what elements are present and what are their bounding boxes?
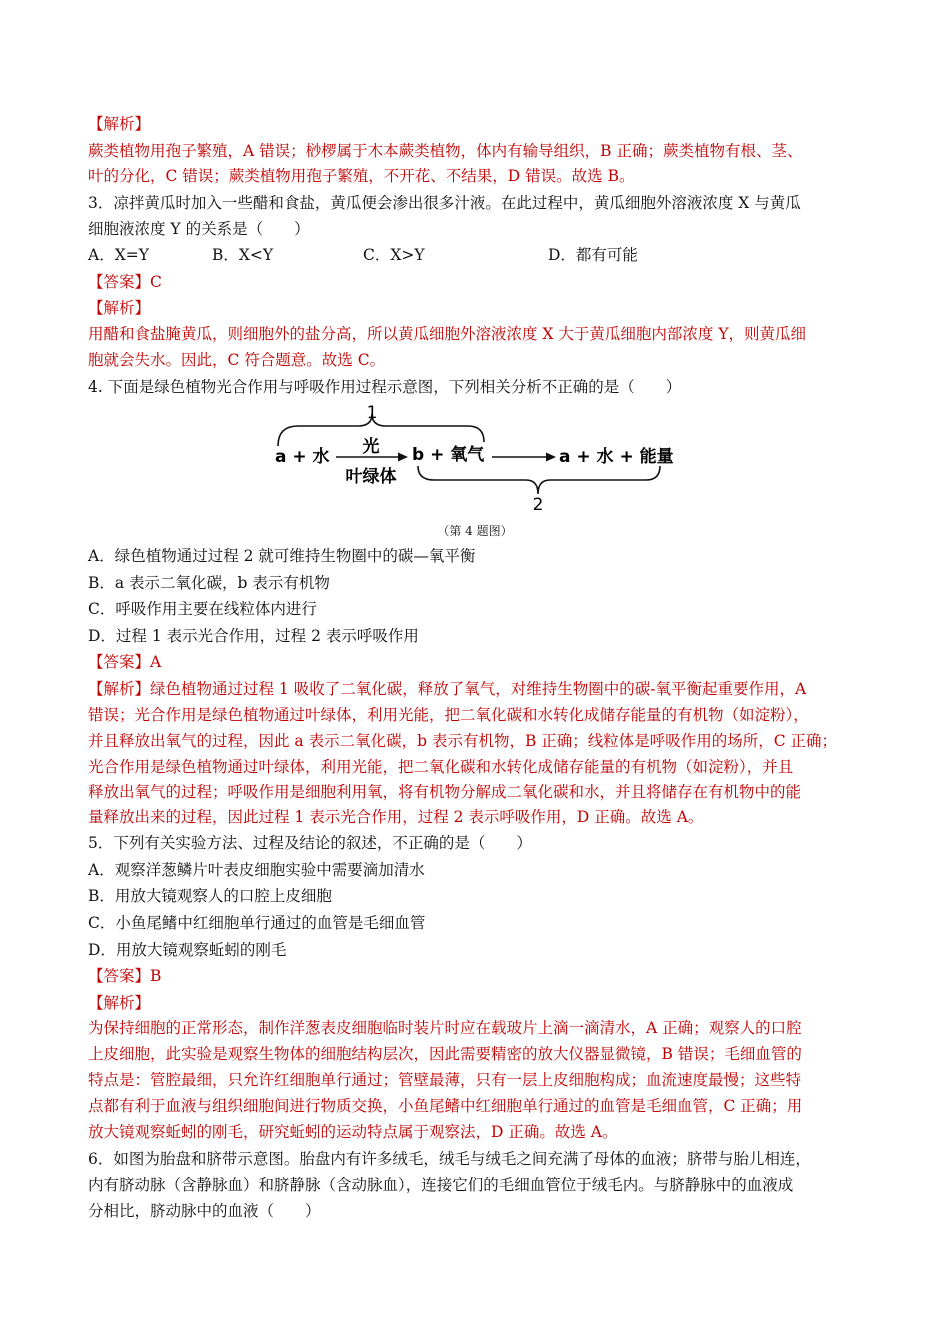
option-b: B．X<Y	[212, 246, 274, 264]
option-d: D．用放大镜观察蚯蚓的刚毛	[88, 941, 287, 959]
answer: 【答案】C	[88, 273, 162, 291]
option-a: A．X=Y	[88, 246, 149, 264]
question-stem: 细胞液浓度 Y 的关系是（ ）	[88, 220, 310, 238]
analysis-text: 蕨类植物用孢子繁殖，A 错误；桫椤属于木本蕨类植物，体内有输导组织，B 正确；蕨类植物有根、茎、	[88, 142, 803, 160]
analysis-text: 放大镜观察蚯蚓的刚毛，研究蚯蚓的运动特点属于观察法，D 正确。故选 A。	[88, 1123, 618, 1141]
question-stem: 3．凉拌黄瓜时加入一些醋和食盐，黄瓜便会渗出很多汁液。在此过程中，黄瓜细胞外溶液浓度 X 与黄瓜	[88, 194, 801, 212]
analysis-text: 点都有利于血液与组织细胞间进行物质交换，小鱼尾鳍中红细胞单行通过的血管是毛细血管，C 正确；用	[88, 1097, 803, 1115]
question-stem: 4. 下面是绿色植物光合作用与呼吸作用过程示意图，下列相关分析不正确的是（ ）	[88, 378, 682, 396]
option-c: C．X>Y	[363, 246, 425, 264]
analysis-text: 【解析】绿色植物通过过程 1 吸收了二氧化碳，释放了氧气，对维持生物圈中的碳-氧平衡起重要作用，A	[88, 680, 807, 698]
option-c: C．小鱼尾鳍中红细胞单行通过的血管是毛细血管	[88, 914, 426, 932]
question-stem: 内有脐动脉（含静脉血）和脐静脉（含动脉血），连接它们的毛细血管位于绒毛内。与脐静脉中的血液成	[88, 1176, 794, 1194]
label-process-1: 1	[366, 403, 378, 423]
question-stem: 5．下列有关实验方法、过程及结论的叙述，不正确的是（ ）	[88, 834, 532, 852]
option-c: C．呼吸作用主要在线粒体内进行	[88, 600, 317, 618]
answer: 【答案】B	[88, 967, 162, 985]
products-right: a + 水 + 能量	[559, 447, 674, 467]
option-a: A．绿色植物通过过程 2 就可维持生物圈中的碳—氧平衡	[88, 547, 476, 565]
analysis-text: 释放出氧气的过程；呼吸作用是细胞利用氧，将有机物分解成二氧化碳和水，并且将储存在有机物中的能	[88, 783, 802, 801]
answer: 【答案】A	[88, 653, 162, 671]
analysis-text: 量释放出来的过程，因此过程 1 表示光合作用，过程 2 表示呼吸作用，D 正确。故选 A。	[88, 808, 704, 826]
label-process-2: 2	[532, 495, 544, 514]
reactants-left: a + 水	[275, 447, 330, 467]
option-d: D．过程 1 表示光合作用，过程 2 表示呼吸作用	[88, 627, 419, 645]
analysis-label: 【解析】	[88, 299, 151, 317]
question-stem: 6．如图为胎盘和脐带示意图。胎盘内有许多绒毛，绒毛与绒毛之间充满了母体的血液；脐带与胎儿相连，	[88, 1150, 811, 1168]
option-b: B．用放大镜观察人的口腔上皮细胞	[88, 887, 332, 905]
analysis-text: 胞就会失水。因此，C 符合题意。故选 C。	[88, 351, 386, 369]
analysis-text: 叶的分化，C 错误；蕨类植物用孢子繁殖，不开花、不结果，D 错误。故选 B。	[88, 167, 635, 185]
analysis-text: 光合作用是绿色植物通过叶绿体，利用光能，把二氧化碳和水转化成储存能量的有机物（如淀粉），并且	[88, 758, 794, 776]
analysis-text: 错误；光合作用是绿色植物通过叶绿体，利用光能，把二氧化碳和水转化成储存能量的有机物（如淀粉），	[88, 706, 809, 724]
arrow-head-icon	[546, 453, 556, 462]
condition-light: 光	[362, 437, 380, 457]
analysis-text: 上皮细胞，此实验是观察生物体的细胞结构层次，因此需要精密的放大仪器显微镜，B 错误；毛细血管的	[88, 1045, 802, 1063]
process-diagram	[268, 402, 688, 514]
analysis-text: 并且释放出氧气的过程，因此 a 表示二氧化碳，b 表示有机物，B 正确；线粒体是呼吸作用的场所，C 正确；	[88, 732, 838, 750]
analysis-label: 【解析】	[88, 115, 151, 133]
brace-process-1	[278, 414, 484, 446]
option-d: D．都有可能	[548, 246, 638, 264]
condition-chloroplast: 叶绿体	[345, 467, 397, 487]
figure-caption: （第 4 题图）	[437, 524, 513, 538]
analysis-text: 为保持细胞的正常形态，制作洋葱表皮细胞临时装片时应在载玻片上滴一滴清水，A 正确；观察人的口腔	[88, 1019, 802, 1037]
option-b: B．a 表示二氧化碳，b 表示有机物	[88, 574, 330, 592]
analysis-label: 【解析】	[88, 994, 151, 1012]
analysis-text: 用醋和食盐腌黄瓜，则细胞外的盐分高，所以黄瓜细胞外溶液浓度 X 大于黄瓜细胞内部浓度 Y，则黄瓜细	[88, 325, 807, 343]
question-stem: 分相比，脐动脉中的血液（ ）	[88, 1202, 321, 1220]
option-a: A．观察洋葱鳞片叶表皮细胞实验中需要滴加清水	[88, 861, 425, 879]
products-middle: b + 氧气	[412, 445, 485, 465]
analysis-text: 特点是：管腔最细，只允许红细胞单行通过；管壁最薄，只有一层上皮细胞构成；血流速度最慢；这些特	[88, 1071, 802, 1089]
brace-process-2	[418, 466, 660, 494]
arrow-head-icon	[398, 453, 408, 462]
